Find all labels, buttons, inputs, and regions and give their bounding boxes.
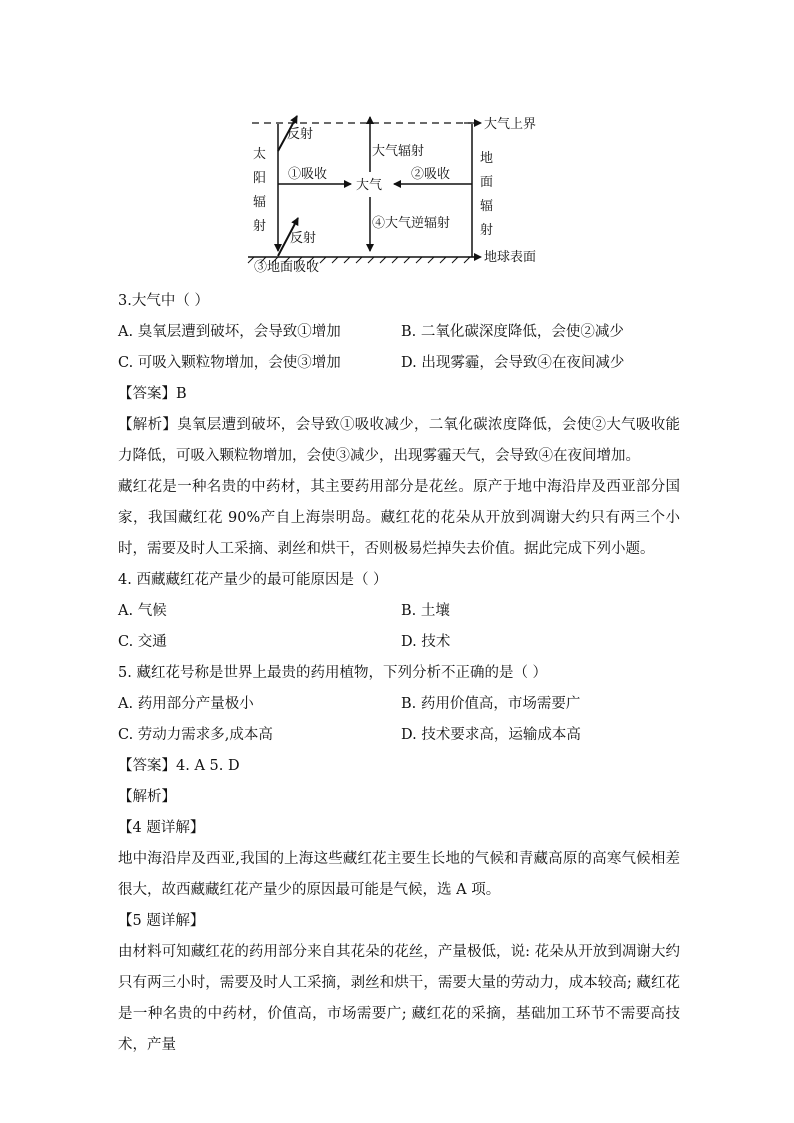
- reflect-top-label: 反射: [287, 127, 314, 142]
- q5-detail-text: 由材料可知藏红花的药用部分来自其花朵的花丝，产量极低，说: 花朵从开放到凋谢大约只有两三小时，需要及时人工采摘，剥丝和烘干，需要大量的劳动力，成本较高; 藏红花是一种名贵的中药材，价值高，市场需要广; 藏红花的采摘，基础加工环节不需要高技术，产量: [118, 944, 680, 1053]
- q3-options-row-1: [118, 317, 680, 348]
- q5-option-a: A. 药用部分产量极小: [118, 696, 254, 712]
- q5-option-d: D. 技术要求高，运输成本高: [401, 727, 581, 743]
- q3-option-b: B. 二氧化碳深度降低，会使②减少: [401, 324, 624, 340]
- q4-options-row-2: [118, 627, 680, 658]
- atmosphere-heat-diagram: [240, 106, 560, 275]
- q5-options-row-2: [118, 720, 680, 751]
- q4-option-a: A. 气候: [118, 603, 167, 619]
- ground-radiation-char-4: 射: [480, 223, 494, 238]
- ground-absorb-label: ③地面吸收: [254, 260, 320, 275]
- q4-detail-text: 地中海沿岸及西亚,我国的上海这些藏红花主要生长地的气候和青藏高原的高寒气候相差很大，故西藏藏红花产量少的原因最可能是气候，选 A 项。: [118, 851, 680, 898]
- top-boundary-label: 大气上界: [484, 117, 537, 132]
- analysis-heading: 【解析】: [118, 789, 176, 805]
- q5-option-b: B. 药用价值高，市场需要广: [401, 696, 581, 712]
- ground-radiation-char-3: 辐: [480, 199, 494, 214]
- solar-radiation-char-3: 辐: [253, 195, 267, 210]
- question-content: [118, 286, 680, 1061]
- reflect-bottom-label: 反射: [290, 231, 317, 246]
- q4-option-d: D. 技术: [401, 634, 451, 650]
- answers-4-5: 【答案】4. A 5. D: [118, 758, 240, 774]
- q4-option-b: B. 土壤: [401, 603, 450, 619]
- absorb-2-label: ②吸收: [411, 167, 451, 182]
- q3-analysis: 【解析】臭氧层遭到破坏，会导致①吸收减少，二氧化碳浓度降低，会使②大气吸收能力降低，可吸入颗粒物增加，会使③减少，出现雾霾天气，会导致④在夜间增加。: [118, 417, 680, 464]
- q3-option-a: A. 臭氧层遭到破坏，会导致①增加: [118, 324, 341, 340]
- q4-detail-heading: 【4 题详解】: [118, 820, 205, 836]
- q3-option-c: C. 可吸入颗粒物增加，会使③增加: [118, 355, 341, 371]
- diagram-svg: [240, 106, 560, 275]
- q5-detail-heading: 【5 题详解】: [118, 913, 205, 929]
- solar-radiation-char-2: 阳: [253, 171, 267, 186]
- bottom-boundary-label: 地球表面: [484, 250, 537, 265]
- q3-stem: 3.大气中（ ）: [118, 293, 209, 309]
- q3-option-d: D. 出现雾霾，会导致④在夜间减少: [401, 355, 625, 371]
- solar-radiation-char-4: 射: [253, 219, 267, 234]
- q4-stem: 4. 西藏藏红花产量少的最可能原因是（ ）: [118, 572, 388, 588]
- q5-options-row-1: [118, 689, 680, 720]
- atmosphere-label: 大气: [356, 178, 383, 193]
- solar-radiation-char-1: 太: [253, 147, 267, 162]
- ground-radiation-char-1: 地: [480, 151, 494, 166]
- absorb-1-label: ①吸收: [288, 167, 328, 182]
- q4-option-c: C. 交通: [118, 634, 167, 650]
- counter-radiation-label: ④大气逆辐射: [372, 216, 451, 231]
- q5-stem: 5. 藏红花号称是世界上最贵的药用植物，下列分析不正确的是（ ）: [118, 665, 548, 681]
- q3-options-row-2: [118, 348, 680, 379]
- q3-answer: 【答案】B: [118, 386, 187, 402]
- material-paragraph: 藏红花是一种名贵的中药材，其主要药用部分是花丝。原产于地中海沿岸及西亚部分国家，我国藏红花 90%产自上海崇明岛。藏红花的花朵从开放到凋谢大约只有两三个小时，需要及时人工采摘、剥丝和烘干，否则极易烂掉失去价值。据此完成下列小题。: [118, 479, 680, 557]
- q5-option-c: C. 劳动力需求多,成本高: [118, 727, 273, 743]
- ground-radiation-char-2: 面: [480, 175, 494, 190]
- q4-options-row-1: [118, 596, 680, 627]
- atmos-radiation-label: 大气辐射: [372, 144, 425, 159]
